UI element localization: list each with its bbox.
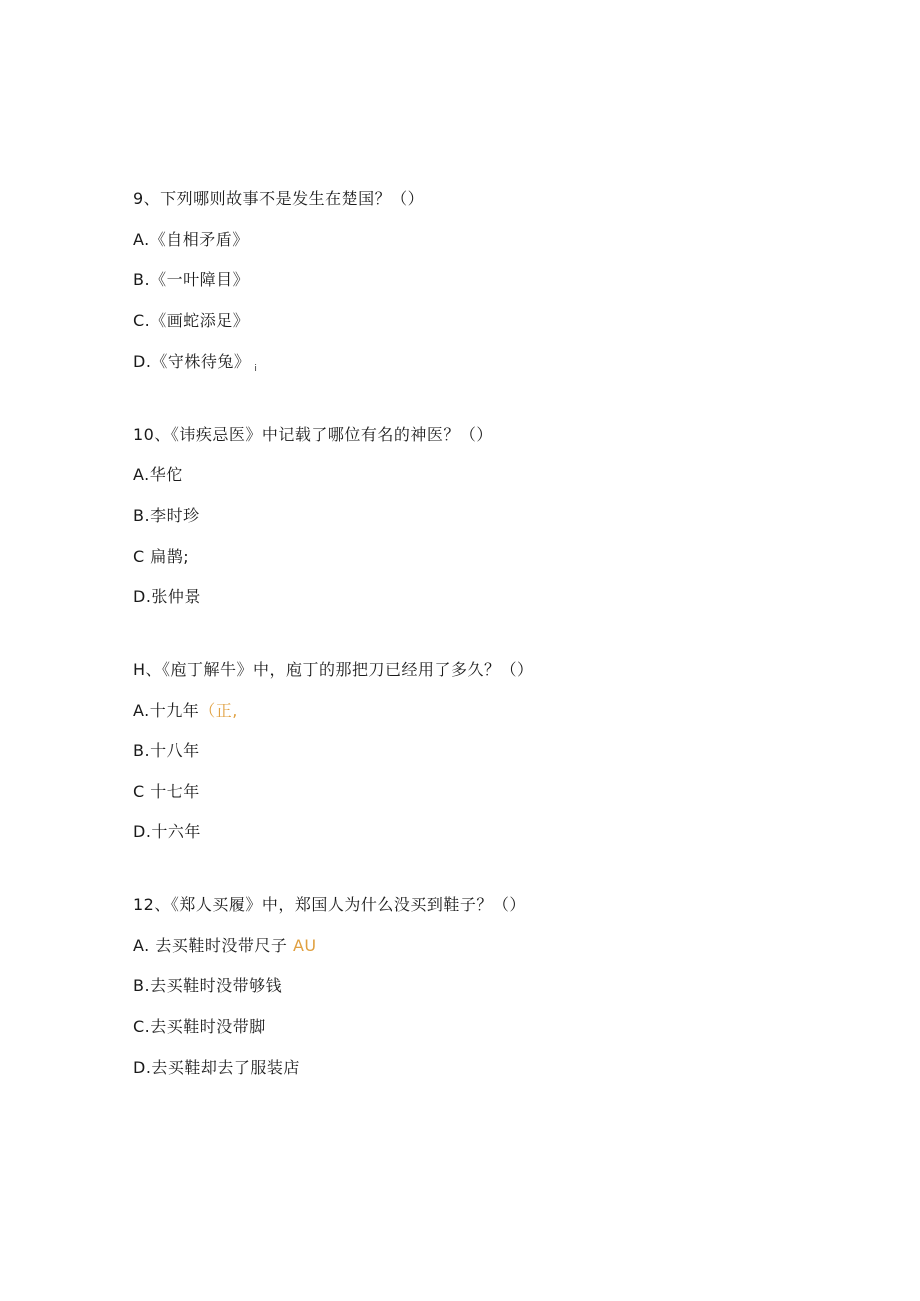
question-11-stem: H、《庖丁解牛》中，庖丁的那把刀已经用了多久？（）: [133, 660, 534, 679]
question-12-option-d: D.去买鞋却去了服装店: [133, 1058, 300, 1077]
question-12-option-a: A. 去买鞋时没带尺子: [133, 936, 288, 955]
question-10-option-c: C 扁鹊;: [133, 547, 190, 566]
question-12-option-a-row: [133, 936, 317, 956]
question-11-option-a: A.十九年: [133, 701, 200, 720]
question-12-stem: 12、《郑人买履》中，郑国人为什么没买到鞋子？（）: [133, 895, 526, 914]
question-11-option-a-row: [133, 701, 238, 721]
question-12-option-c: C.去买鞋时没带脚: [133, 1017, 266, 1036]
question-11-option-b: B.十八年: [133, 741, 200, 760]
question-12-option-a-mark: AU: [292, 936, 317, 955]
question-9-stem: 9、下列哪则故事不是发生在楚国？（）: [133, 189, 425, 208]
question-9-option-a: A.《自相矛盾》: [133, 230, 249, 249]
question-11-option-a-mark: （正,: [199, 701, 238, 720]
question-9-option-d-row: [133, 352, 257, 379]
question-9-option-d: D.《守株待兔》: [133, 352, 251, 371]
question-9-option-c: C.《画蛇添足》: [133, 311, 250, 330]
question-9-option-b: B.《一叶障目》: [133, 270, 250, 289]
question-12-option-b: B.去买鞋时没带够钱: [133, 976, 283, 995]
question-10-option-d: D.张仲景: [133, 587, 201, 606]
question-11-option-c: C 十七年: [133, 782, 200, 801]
question-9-option-d-mark: i: [254, 364, 258, 374]
question-10-option-a: A.华佗: [133, 465, 183, 484]
question-10-stem: 10、《讳疾忌医》中记载了哪位有名的神医？（）: [133, 425, 493, 444]
question-10-option-b: B.李时珍: [133, 506, 200, 525]
question-11-option-d: D.十六年: [133, 822, 201, 841]
